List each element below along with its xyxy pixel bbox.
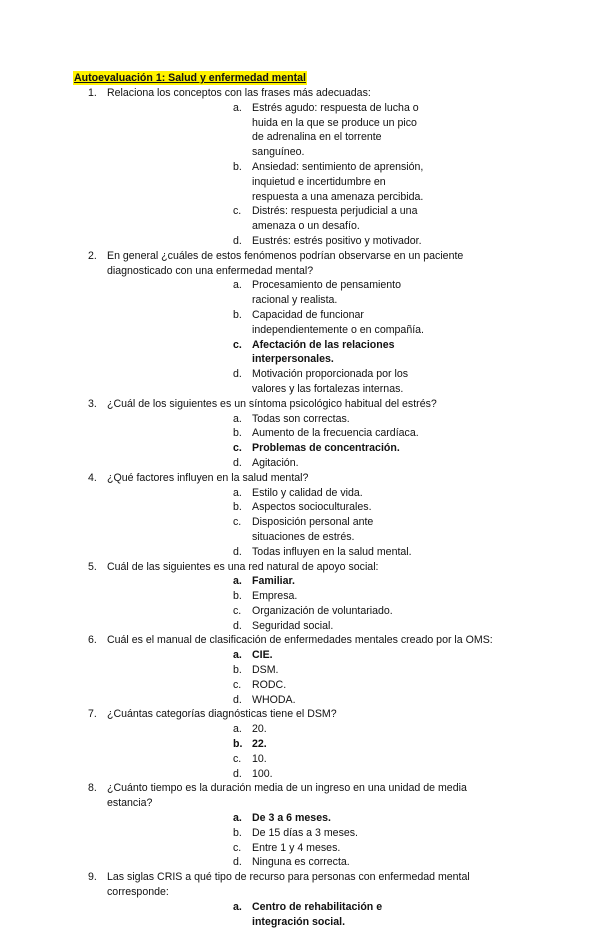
answer-letter: c. — [233, 516, 242, 529]
answer-text: Empresa. — [252, 590, 298, 603]
question-text: Las siglas CRIS a qué tipo de recurso para personas con enfermedad mental corresponde: — [107, 871, 470, 899]
answer-text: 100. — [252, 767, 273, 780]
question-text: Relaciona los conceptos con las frases más adecuadas: — [107, 87, 371, 99]
answer-text: De 3 a 6 meses. — [252, 812, 331, 825]
answer-list — [107, 811, 510, 870]
answer-letter: d. — [233, 234, 242, 247]
answer-list — [107, 101, 510, 249]
answer-letter: b. — [233, 826, 242, 839]
question-number: 8. — [88, 782, 97, 795]
answer-option — [107, 722, 510, 737]
answer-text: 20. — [252, 723, 267, 736]
answer-text: Procesamiento de pensamiento racional y realista. — [252, 279, 401, 307]
answer-text: Capacidad de funcionar independientemente o en compañía. — [252, 308, 424, 336]
answer-option — [107, 752, 510, 767]
question-text: En general ¿cuáles de estos fenómenos podrían observarse en un paciente diagnosticado con una enfermedad mental? — [107, 249, 464, 277]
page-title: Autoevaluación 1: Salud y enfermedad mental — [74, 72, 306, 84]
question-text: ¿Qué factores influyen en la salud mental? — [107, 471, 309, 484]
question-number: 5. — [88, 560, 97, 573]
answer-text: De 15 días a 3 meses. — [252, 826, 358, 839]
answer-option — [107, 456, 510, 471]
answer-letter: a. — [233, 812, 242, 825]
answer-option — [107, 234, 510, 249]
question-number: 4. — [88, 471, 97, 484]
question-text: ¿Cuál de los siguientes es un síntoma psicológico habitual del estrés? — [107, 397, 437, 410]
answer-text: RODC. — [252, 678, 287, 691]
question-item — [0, 86, 600, 249]
answer-letter: c. — [233, 841, 242, 854]
answer-option — [107, 367, 510, 397]
question-number: 6. — [88, 634, 97, 647]
answer-list — [107, 574, 510, 633]
answer-option-correct — [107, 574, 510, 589]
answer-text: Familiar. — [252, 575, 295, 588]
answer-letter: b. — [233, 501, 242, 514]
answer-option — [107, 500, 510, 515]
answer-letter: d. — [233, 619, 242, 632]
answer-option — [107, 426, 510, 441]
answer-letter: a. — [233, 723, 242, 736]
answer-option — [107, 841, 510, 856]
answer-letter: b. — [233, 738, 243, 751]
question-number: 1. — [88, 87, 97, 99]
answer-text: Motivación proporcionada por los valores y las fortalezas internas. — [252, 368, 409, 395]
answer-letter: d. — [233, 767, 242, 780]
answer-option-correct — [107, 648, 510, 663]
answer-text: Seguridad social. — [252, 619, 334, 632]
answer-option — [107, 101, 510, 160]
answer-text: Ninguna es correcta. — [252, 856, 350, 869]
answer-text: WHODA. — [252, 693, 296, 706]
answer-option — [107, 515, 510, 545]
answer-letter: d. — [233, 456, 242, 469]
answer-letter: a. — [233, 649, 242, 662]
answer-letter: d. — [233, 368, 242, 381]
answer-option — [107, 855, 510, 870]
answer-letter: c. — [233, 442, 242, 455]
answer-option — [107, 160, 510, 204]
answer-option — [107, 693, 510, 708]
answer-option-correct — [107, 441, 510, 456]
answer-text: Aumento de la frecuencia cardíaca. — [252, 427, 419, 440]
answer-text: 22. — [252, 738, 267, 751]
answer-text: Aspectos socioculturales. — [252, 501, 372, 514]
answer-letter: c. — [233, 752, 242, 765]
answer-letter: b. — [233, 664, 242, 677]
answer-text: CIE. — [252, 649, 273, 662]
answer-list — [107, 278, 510, 396]
answer-letter: b. — [233, 427, 242, 440]
answer-option — [107, 204, 510, 234]
answer-letter: c. — [233, 338, 242, 351]
question-text: Cuál de las siguientes es una red natural de apoyo social: — [107, 560, 379, 573]
question-text: Cuál es el manual de clasificación de enfermedades mentales creado por la OMS: — [107, 634, 493, 647]
answer-letter: d. — [233, 856, 242, 869]
answer-text: Entre 1 y 4 meses. — [252, 841, 341, 854]
answer-list — [107, 412, 510, 471]
answer-text: Eustrés: estrés positivo y motivador. — [252, 234, 422, 247]
question-item — [0, 471, 600, 560]
answer-letter: d. — [233, 545, 242, 558]
answer-letter: b. — [233, 590, 242, 603]
question-text: ¿Cuántas categorías diagnósticas tiene el DSM? — [107, 708, 337, 721]
answer-option — [107, 619, 510, 634]
question-number: 3. — [88, 397, 97, 410]
answer-letter: d. — [233, 693, 242, 706]
answer-list — [107, 648, 510, 707]
question-list — [0, 86, 600, 929]
question-item — [0, 397, 600, 471]
answer-letter: a. — [233, 279, 242, 292]
answer-letter: a. — [233, 101, 242, 114]
answer-letter: a. — [233, 412, 242, 425]
answer-option — [107, 486, 510, 501]
answer-list — [107, 900, 510, 929]
answer-text: Agitación. — [252, 456, 299, 469]
answer-option — [107, 308, 510, 338]
answer-option-correct — [107, 338, 510, 368]
question-item — [0, 560, 600, 634]
answer-option — [107, 767, 510, 782]
answer-text: Disposición personal ante situaciones de estrés. — [252, 516, 374, 543]
question-text: ¿Cuánto tiempo es la duración media de un ingreso en una unidad de media estancia? — [107, 782, 467, 810]
answer-list — [107, 486, 510, 560]
answer-text: Estilo y calidad de vida. — [252, 486, 363, 499]
answer-letter: c. — [233, 604, 242, 617]
answer-text: Todas son correctas. — [252, 412, 350, 425]
answer-text: Centro de rehabilitación e integración social. — [252, 900, 383, 928]
answer-option-correct — [107, 737, 510, 752]
answer-option — [107, 663, 510, 678]
answer-text: Ansiedad: sentimiento de aprensión, inquietud e incertidumbre en respuesta a una amenaza percibida. — [252, 160, 424, 203]
answer-option — [107, 826, 510, 841]
answer-text: Problemas de concentración. — [252, 442, 400, 455]
question-item — [0, 633, 600, 707]
question-item — [0, 707, 600, 781]
question-number: 7. — [88, 708, 97, 721]
answer-letter: c. — [233, 205, 242, 218]
answer-text: 10. — [252, 752, 267, 765]
answer-letter: b. — [233, 160, 242, 173]
question-number: 2. — [88, 249, 97, 262]
answer-option — [107, 545, 510, 560]
answer-letter: a. — [233, 486, 242, 499]
question-item — [0, 781, 600, 870]
answer-letter: a. — [233, 575, 242, 588]
answer-text: Afectación de las relaciones interpersonales. — [252, 338, 395, 366]
answer-option — [107, 412, 510, 427]
answer-option-correct — [107, 900, 510, 929]
question-number: 9. — [88, 871, 97, 884]
answer-option — [107, 278, 510, 308]
answer-letter: a. — [233, 900, 242, 913]
answer-text: Organización de voluntariado. — [252, 604, 393, 617]
answer-letter: b. — [233, 308, 242, 321]
answer-option — [107, 678, 510, 693]
question-item — [0, 870, 600, 929]
answer-option-correct — [107, 811, 510, 826]
answer-text: Distrés: respuesta perjudicial a una amenaza o un desafío. — [252, 205, 418, 233]
answer-option — [107, 589, 510, 604]
answer-text: Todas influyen en la salud mental. — [252, 545, 412, 558]
answer-text: DSM. — [252, 664, 279, 677]
answer-letter: c. — [233, 678, 242, 691]
question-item — [0, 249, 600, 397]
answer-option — [107, 604, 510, 619]
answer-list — [107, 722, 510, 781]
answer-text: Estrés agudo: respuesta de lucha o huida en la que se produce un pico de adrenalina en el torrente sanguíneo. — [252, 101, 419, 159]
